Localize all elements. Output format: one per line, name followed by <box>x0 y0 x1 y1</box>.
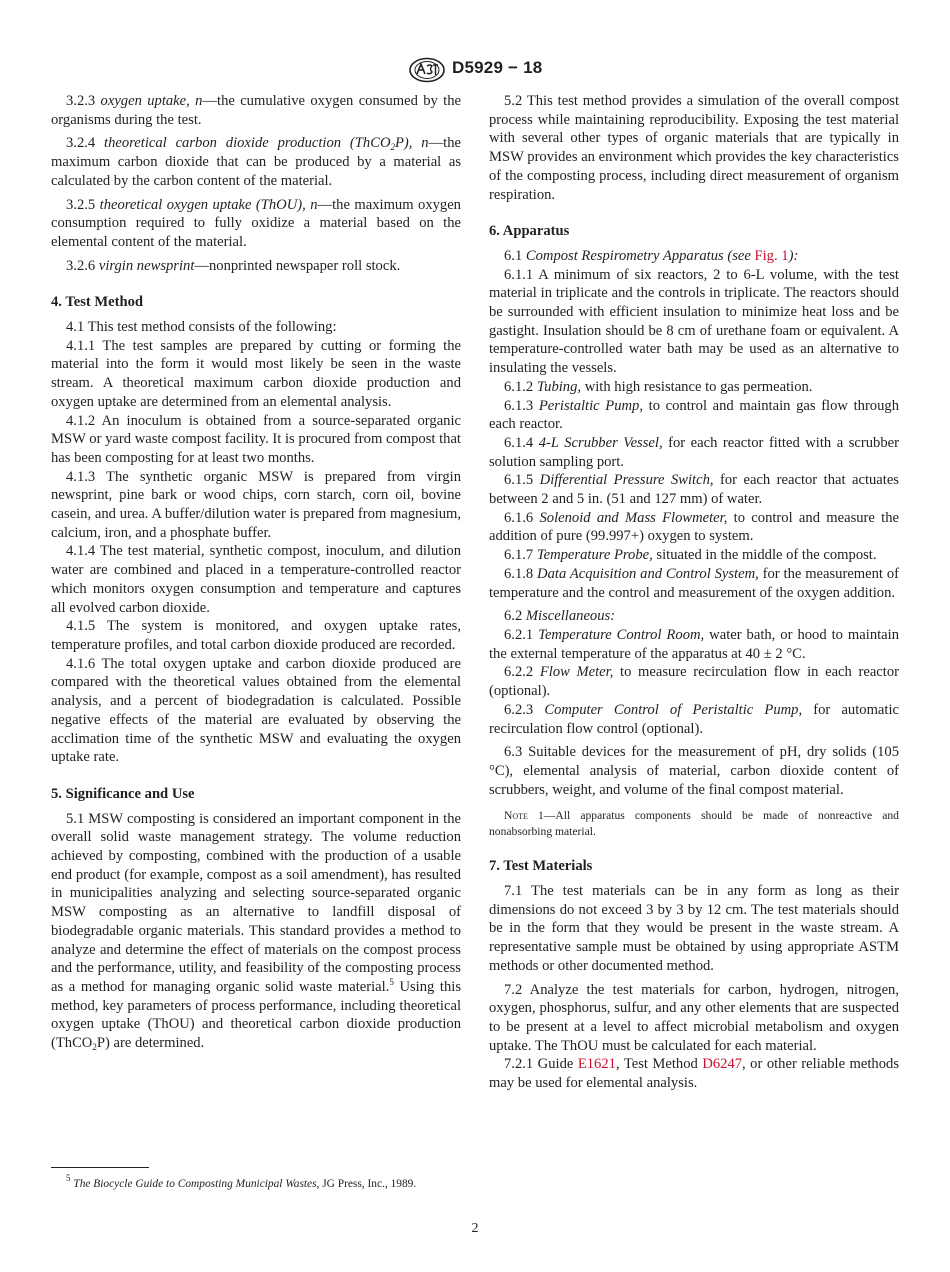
d6247-link[interactable]: D6247 <box>702 1056 743 1073</box>
para-3-2-3: 3.2.3 oxygen uptake, n—the cumulative oxygen consumed by the organisms during the test. <box>51 93 461 128</box>
para-6-3: 6.3 Suitable devices for the measurement of pH, dry solids (105 °C), elemental analysis of material, carbon dioxide content of scrubbers, weight, and volume of the final compost material. <box>489 744 899 798</box>
footnote: $^5$ The Biocycle Guide to Composting Municipal Wastes, JG Press, Inc., 1989. <box>66 1173 417 1190</box>
para-6-1-8: 6.1.8 Data Acquisition and Control System, for the measurement of temperature and the control and measurement of the oxygen addition. <box>489 565 899 601</box>
e1621-link[interactable]: E1621 <box>577 1056 616 1073</box>
footnote-ref[interactable]: 5 <box>389 976 394 987</box>
section-heading-7: 7. Test Materials <box>489 858 593 875</box>
note-1: Note 1—All apparatus components should be made of nonreactive and nonabsorbing material. <box>489 809 899 838</box>
para-6-1-6: 6.1.6 Solenoid and Mass Flowmeter, to control and measure the addition of pure (99.997+) oxygen to system. <box>489 509 900 545</box>
para-4-1-5: 4.1.5 The system is monitored, and oxygen uptake rates, temperature profiles, and total carbon dioxide produced are recorded. <box>51 618 461 653</box>
para-6-1-7: 6.1.7 Temperature Probe, situated in the middle of the compost. <box>504 547 877 564</box>
para-4-1-2: 4.1.2 An inoculum is obtained from a source-separated organic MSW or yard waste compost facility. It is procured from compost that has been composting for at least two months. <box>51 412 461 466</box>
para-4-1-1: 4.1.1 The test samples are prepared by cutting or forming the material into the form it would most likely be seen in the waste stream. A theoretical maximum carbon dioxide production and oxygen uptake are determined from an elemental analysis. <box>51 337 461 410</box>
page-header <box>0 57 950 83</box>
para-6-2-3: 6.2.3 Computer Control of Peristaltic Pump, for automatic recirculation flow control (optional). <box>489 701 899 737</box>
para-6-1-3: 6.1.3 Peristaltic Pump, to control and maintain gas flow through each reactor. <box>489 397 899 433</box>
section-heading-6: 6. Apparatus <box>489 223 570 240</box>
para-3-2-5: 3.2.5 theoretical oxygen uptake (ThOU), n—the maximum oxygen consumption required to fully oxidize a material based on the elemental content of the material. <box>51 196 461 250</box>
section-heading-4: 4. Test Method <box>51 294 144 311</box>
para-7-1: 7.1 The test materials can be in any form as long as their dimensions do not exceed 3 by 3 by 12 cm. The test materials should be in the form that they would be present in the waste stream. A representative sample must be obtained by using appropriate ASTM methods or other documented method. <box>489 883 899 974</box>
astm-logo-icon <box>408 57 446 83</box>
para-3-2-6: 3.2.6 virgin newsprint—nonprinted newspaper roll stock. <box>66 257 401 274</box>
left-column <box>51 92 461 1053</box>
section-heading-5: 5. Significance and Use <box>51 785 195 802</box>
fig-1-link[interactable]: Fig. 1 <box>754 247 789 264</box>
para-4-1-4: 4.1.4 The test material, synthetic compost, inoculum, and dilution water are combined and placed in a temperature-controlled reactor which monitors oxygen consumption and temperature and captures all evolved carbon dioxide. <box>51 543 461 616</box>
right-column <box>489 92 899 1093</box>
page-number: 2 <box>471 1221 479 1236</box>
para-7-2: 7.2 Analyze the test materials for carbon, hydrogen, nitrogen, oxygen, phosphorus, sulfur, and any other elements that are suspected to be present at a level to affect microbial metabolism and oxygen uptake. The ThOU must be calculated for each material. <box>489 981 899 1054</box>
para-5-1: 5.1 MSW composting is considered an important component in the overall solid waste management strategy. The volume reduction achieved by composting, combined with the production of a usable end product (for example, compost as a soil amendment), has resulted in municipalities analyzing and selecting source-separated organic MSW composting as an alternative to landfill disposal of biodegradable organic materials. This standard provides a method to analyze and determine the effect of materials on the compost process and the performance, utility, and feasibility of the composting process as a method for managing organic solid waste material.$^5$ Using this method, key parameters of process performance, including theoretical oxygen uptake (ThOU) and theoretical carbon dioxide production (ThCO$_2$P) are determined. <box>51 810 461 1053</box>
para-6-2-2: 6.2.2 Flow Meter, to measure recirculation flow in each reactor (optional). <box>489 664 899 700</box>
para-6-1-2: 6.1.2 Tubing, with high resistance to gas permeation. <box>504 378 813 395</box>
para-5-2: 5.2 This test method provides a simulation of the overall compost process while maintaining reproducibility. Exposing the test material with several other types of organic materials that are typically in MSW provides an environment which provides the key characteristics of the composting process, including direct measurement of organism respiration. <box>489 93 899 203</box>
para-6-1-1: 6.1.1 A minimum of six reactors, 2 to 6-L volume, with the test material in triplicate and the controls in triplicate. The reactors should be surrounded with efficient insulation to minimize heat loss and be gastight. Insulation should be 8 cm of urethane foam or equivalent. A temperature-controlled water bath may be used as an alternative to insulating the vessels. <box>489 266 899 377</box>
para-7-2-1: 7.2.1 Guide E1621, Test Method D6247, or other reliable methods may be used for elemental analysis. <box>489 1056 899 1092</box>
para-6-2: 6.2 Miscellaneous: <box>504 608 616 625</box>
para-6-2-1: 6.2.1 Temperature Control Room, water bath, or hood to maintain the external temperature of the apparatus at 40 ± 2 °C. <box>489 626 899 662</box>
para-4-1-3: 4.1.3 The synthetic organic MSW is prepared from virgin newsprint, pine bark or wood chips, corn starch, corn oil, bovine casein, and urea. A buffer/dilution water is prepared from magnesium, calcium, iron, and a phosphate buffer. <box>51 468 461 541</box>
document-id: D5929 − 18 <box>452 58 543 77</box>
para-6-1: 6.1 Compost Respirometry Apparatus (see Fig. 1): <box>504 247 799 264</box>
para-3-2-4: 3.2.4 theoretical carbon dioxide production (ThCO$_2$P), n—the maximum carbon dioxide that can be produced by a material as calculated by the carbon content of the material. <box>51 135 461 189</box>
footnote-divider <box>51 1167 149 1168</box>
para-6-1-5: 6.1.5 Differential Pressure Switch, for each reactor that actuates between 2 and 5 in. (51 and 127 mm) of water. <box>489 472 899 508</box>
para-4-1-6: 4.1.6 The total oxygen uptake and carbon dioxide produced are compared with the theoretical values obtained from the elemental analysis, and a percent of biodegradation is calculated. Possible negative effects of the material are evaluated by observing the acclimation time of the synthetic MSW and evaluating the oxygen uptake rate. <box>51 655 461 766</box>
para-6-1-4: 6.1.4 4-L Scrubber Vessel, for each reactor fitted with a scrubber solution sampling port. <box>489 434 899 470</box>
para-4-1: 4.1 This test method consists of the following: <box>66 319 337 336</box>
